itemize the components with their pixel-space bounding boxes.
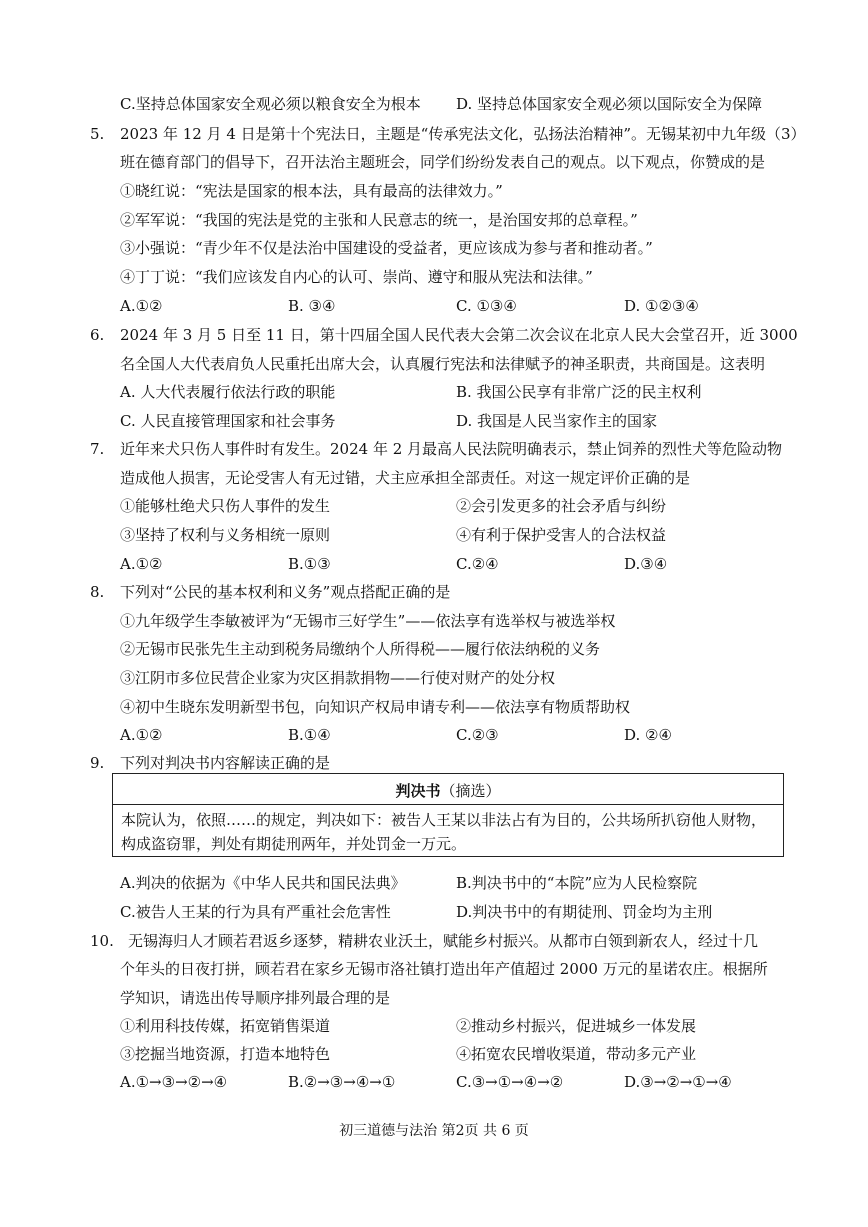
q5-line: 2023 年 12 月 4 日是第十个宪法日，主题是“传承宪法文化，弘扬法治精神”。无锡某初中九年级（3） xyxy=(120,125,806,143)
q8-statement: ①九年级学生李敏被评为“无锡市三好学生”——依法享有选举权与被选举权 xyxy=(120,612,616,630)
q8-option-a[interactable]: A.①② xyxy=(120,726,163,744)
q7-number: 7. xyxy=(90,440,105,458)
q10-line: 无锡海归人才顾若君返乡逐梦，精耕农业沃土，赋能乡村振兴。从都市白领到新农人，经过十几 xyxy=(128,932,759,950)
judgment-text: 构成盗窃罪，判处有期徒刑两年，并处罚金一万元。 xyxy=(121,835,467,853)
q5-number: 5. xyxy=(90,125,105,143)
q9-number: 9. xyxy=(90,754,105,772)
q6-option-d[interactable]: D. 我国是人民当家作主的国家 xyxy=(456,412,658,430)
q8-statement: ③江阴市多位民营企业家为灾区捐款捐物——行使对财产的处分权 xyxy=(120,669,556,687)
q10-item: ①利用科技传媒，拓宽销售渠道 xyxy=(120,1017,331,1035)
q9-option-d[interactable]: D.判决书中的有期徒刑、罚金均为主刑 xyxy=(456,903,713,921)
q7-item: ②会引发更多的社会矛盾与纠纷 xyxy=(456,497,667,515)
q10-item: ③挖掘当地资源，打造本地特色 xyxy=(120,1045,331,1063)
q7-line: 近年来犬只伤人事件时有发生。2024 年 2 月最高人民法院明确表示，禁止饲养的烈性犬等危险动物 xyxy=(120,440,783,458)
q5-option-b[interactable]: B. ③④ xyxy=(288,297,336,315)
q6-option-b[interactable]: B. 我国公民享有非常广泛的民主权利 xyxy=(456,383,702,401)
q10-item: ④拓宽农民增收渠道，带动多元产业 xyxy=(456,1045,697,1063)
q5-option-d[interactable]: D. ①②③④ xyxy=(624,297,699,315)
q9-option-b[interactable]: B.判决书中的“本院”应为人民检察院 xyxy=(456,874,698,892)
q8-option-d[interactable]: D. ②④ xyxy=(624,726,672,744)
q10-line: 学知识，请选出传导顺序排列最合理的是 xyxy=(120,989,391,1007)
q7-item: ③坚持了权利与义务相统一原则 xyxy=(120,526,331,544)
judgment-excerpt-box xyxy=(112,773,784,857)
judgment-title xyxy=(113,780,783,801)
q8-option-c[interactable]: C.②③ xyxy=(456,726,499,744)
q7-item: ①能够杜绝犬只伤人事件的发生 xyxy=(120,497,331,515)
q6-line: 名全国人大代表肩负人民重托出席大会，认真履行宪法和法律赋予的神圣职责，共商国是。这表明 xyxy=(120,355,766,373)
judgment-title-sub: （摘选） xyxy=(440,782,501,800)
q9-option-a[interactable]: A.判决的依据为《中华人民共和国民法典》 xyxy=(120,874,406,892)
q8-statement: ②无锡市民张先生主动到税务局缴纳个人所得税——履行依法纳税的义务 xyxy=(120,640,601,658)
judgment-title-main: 判决书 xyxy=(395,782,441,800)
q9-option-c[interactable]: C.被告人王某的行为具有严重社会危害性 xyxy=(120,903,391,921)
q8-option-b[interactable]: B.①④ xyxy=(288,726,331,744)
q8-stem: 下列对“公民的基本权利和义务”观点搭配正确的是 xyxy=(120,583,451,601)
q4-option-c: C.坚持总体国家安全观必须以粮食安全为根本 xyxy=(120,95,421,113)
q5-statement: ④丁丁说：“我们应该发自内心的认可、崇尚、遵守和服从宪法和法律。” xyxy=(120,268,593,286)
q8-statement: ④初中生晓东发明新型书包，向知识产权局申请专利——依法享有物质帮助权 xyxy=(120,698,631,716)
q5-line: 班在德育部门的倡导下，召开法治主题班会，同学们纷纷发表自己的观点。以下观点，你赞成的是 xyxy=(120,153,766,171)
q7-option-d[interactable]: D.③④ xyxy=(624,555,668,573)
q7-option-b[interactable]: B.①③ xyxy=(288,555,331,573)
q6-line: 2024 年 3 月 5 日至 11 日，第十四届全国人民代表大会第二次会议在北京人民大会堂召开，近 3000 xyxy=(120,326,798,344)
q7-item: ④有利于保护受害人的合法权益 xyxy=(456,526,667,544)
q5-option-a[interactable]: A.①② xyxy=(120,297,163,315)
box-divider xyxy=(113,804,783,805)
q7-option-c[interactable]: C.②④ xyxy=(456,555,499,573)
q5-option-c[interactable]: C. ①③④ xyxy=(456,297,517,315)
q7-option-a[interactable]: A.①② xyxy=(120,555,163,573)
q6-number: 6. xyxy=(90,326,105,344)
q10-line: 个年头的日夜打拼，顾若君在家乡无锡市洛社镇打造出年产值超过 2000 万元的星诺农庄。根据所 xyxy=(120,960,768,978)
q5-statement: ③小强说：“青少年不仅是法治中国建设的受益者，更应该成为参与者和推动者。” xyxy=(120,239,653,257)
q10-item: ②推动乡村振兴，促进城乡一体发展 xyxy=(456,1017,697,1035)
q10-option-a[interactable]: A.①→③→②→④ xyxy=(120,1073,228,1091)
judgment-text: 本院认为，依照……的规定，判决如下：被告人王某以非法占有为目的，公共场所扒窃他人财物， xyxy=(121,811,767,829)
q10-option-d[interactable]: D.③→②→①→④ xyxy=(624,1073,732,1091)
q10-option-c[interactable]: C.③→①→④→② xyxy=(456,1073,564,1091)
page-footer: 初三道德与法治 第2页 共 6 页 xyxy=(339,1123,529,1139)
q4-option-d: D. 坚持总体国家安全观必须以国际安全为保障 xyxy=(456,95,763,113)
q5-statement: ②军军说：“我国的宪法是党的主张和人民意志的统一，是治国安邦的总章程。” xyxy=(120,211,638,229)
q7-line: 造成他人损害，无论受害人有无过错，犬主应承担全部责任。对这一规定评价正确的是 xyxy=(120,469,691,487)
q6-option-a[interactable]: A. 人大代表履行依法行政的职能 xyxy=(120,383,336,401)
q5-statement: ①晓红说：“宪法是国家的根本法，具有最高的法律效力。” xyxy=(120,182,503,200)
q9-stem: 下列对判决书内容解读正确的是 xyxy=(120,754,331,772)
q6-option-c[interactable]: C. 人民直接管理国家和社会事务 xyxy=(120,412,336,430)
q8-number: 8. xyxy=(90,583,105,601)
q10-number: 10. xyxy=(90,932,114,950)
q10-option-b[interactable]: B.②→③→④→① xyxy=(288,1073,396,1091)
